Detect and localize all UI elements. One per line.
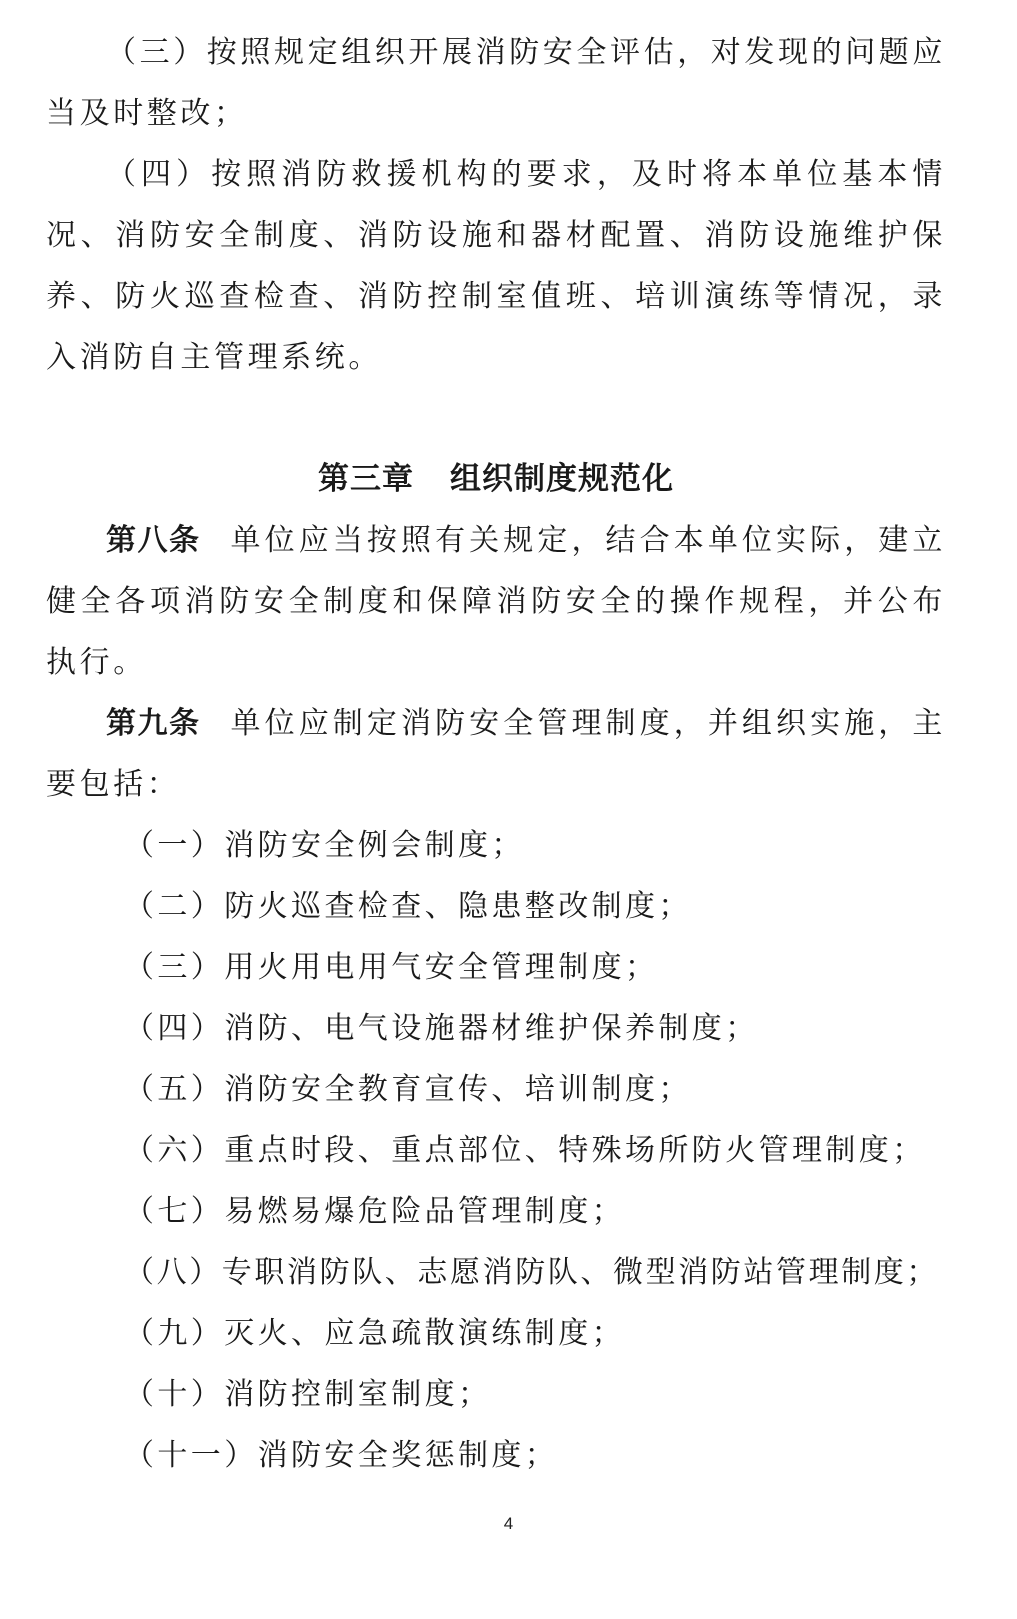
page-number: 4 — [503, 1514, 514, 1533]
list-item: （四）消防、电气设施器材维护保养制度； — [124, 1011, 759, 1046]
article-8-head: 第八条 — [106, 523, 201, 558]
article-9-text: 单位应制定消防安全管理制度，并组织实施，主要包括： — [46, 706, 947, 802]
list-item: （七）易燃易爆危险品管理制度； — [124, 1194, 625, 1229]
list-item: （八）专职消防队、志愿消防队、微型消防站管理制度； — [124, 1255, 939, 1290]
chapter-number: 第三章 — [318, 461, 414, 497]
paragraph-system-entry: （四）按照消防救援机构的要求，及时将本单位基本情况、消防安全制度、消防设施和器材配置、消防设施维护保养、防火巡查检查、消防控制室值班、培训演练等情况，录入消防自主管理系统。 — [46, 157, 946, 375]
list-item: （三）用火用电用气安全管理制度； — [124, 950, 659, 985]
list-item: （五）消防安全教育宣传、培训制度； — [124, 1072, 692, 1107]
paragraph-assessment: （三）按照规定组织开展消防安全评估，对发现的问题应当及时整改； — [46, 35, 946, 131]
chapter-title: 组织制度规范化 — [450, 461, 674, 497]
article-8-text: 单位应当按照有关规定，结合本单位实际，建立健全各项消防安全制度和保障消防安全的操作规程，并公布执行。 — [46, 523, 947, 680]
article-9-head: 第九条 — [106, 706, 201, 741]
list-item: （二）防火巡查检查、隐患整改制度； — [124, 889, 692, 924]
list-item: （十）消防控制室制度； — [124, 1377, 492, 1412]
list-item: （九）灭火、应急疏散演练制度； — [124, 1316, 625, 1351]
list-item: （一）消防安全例会制度； — [124, 828, 525, 863]
list-item: （六）重点时段、重点部位、特殊场所防火管理制度； — [124, 1133, 926, 1168]
document-page — [46, 22, 946, 1486]
chapter-heading — [46, 449, 946, 510]
article-8 — [46, 510, 946, 693]
article-9 — [46, 693, 946, 815]
list-item: （十一）消防安全奖惩制度； — [124, 1438, 559, 1473]
